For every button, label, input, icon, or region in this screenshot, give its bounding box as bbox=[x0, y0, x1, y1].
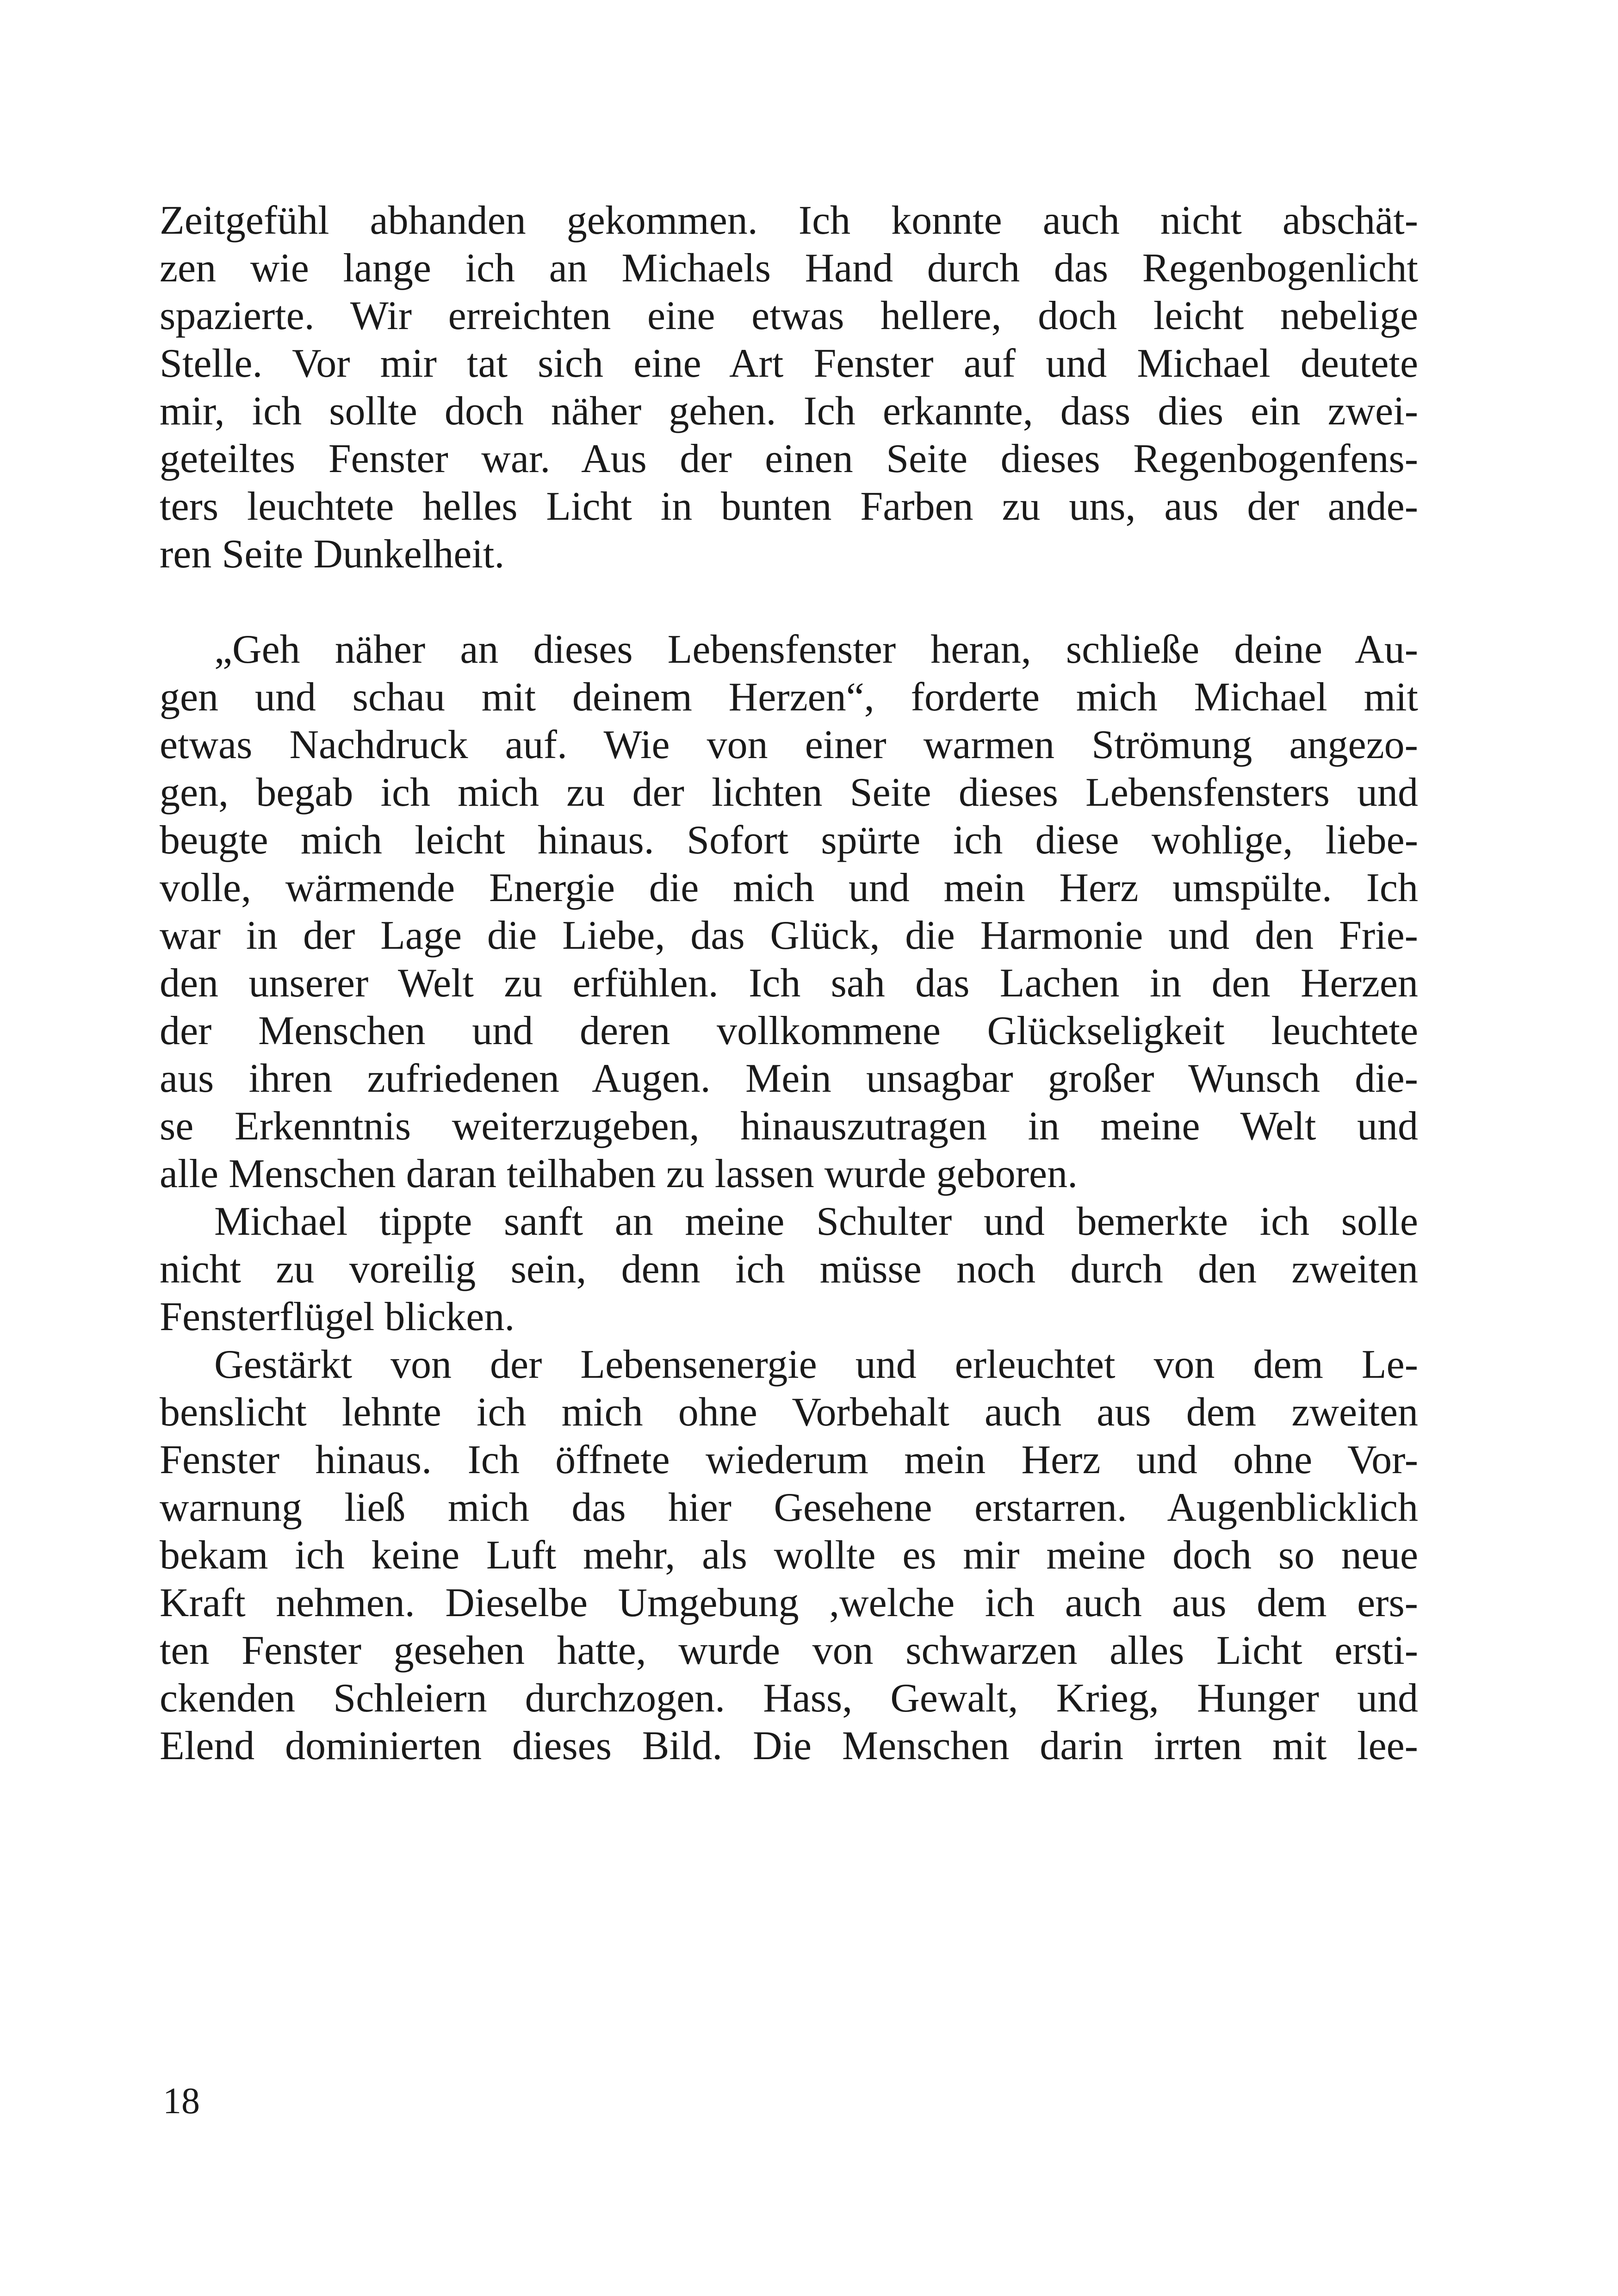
text-line: den unserer Welt zu erfühlen. Ich sah das Lachen in den Herzen bbox=[160, 961, 1418, 1006]
text-line: ckenden Schleiern durchzogen. Hass, Gewalt, Krieg, Hunger und bbox=[160, 1676, 1418, 1721]
text-line: se Erkenntnis weiterzugeben, hinauszutragen in meine Welt und bbox=[160, 1104, 1418, 1149]
text-line: warnung ließ mich das hier Gesehene erstarren. Augenblicklich bbox=[160, 1485, 1418, 1530]
text-line: aus ihren zufriedenen Augen. Mein unsagbar großer Wunsch die- bbox=[160, 1056, 1418, 1101]
text-line: benslicht lehnte ich mich ohne Vorbehalt auch aus dem zweiten bbox=[160, 1390, 1418, 1435]
text-line: bekam ich keine Luft mehr, als wollte es mir meine doch so neue bbox=[160, 1533, 1418, 1578]
text-line: nicht zu voreilig sein, denn ich müsse noch durch den zweiten bbox=[160, 1247, 1418, 1292]
text-line: ren Seite Dunkelheit. bbox=[160, 532, 505, 577]
text-line: mir, ich sollte doch näher gehen. Ich erkannte, dass dies ein zwei- bbox=[160, 389, 1418, 434]
text-line: beugte mich leicht hinaus. Sofort spürte ich diese wohlige, liebe- bbox=[160, 818, 1418, 863]
text-line: alle Menschen daran teilhaben zu lassen wurde geboren. bbox=[160, 1151, 1078, 1196]
paragraph-gap bbox=[160, 578, 1418, 626]
text-line: gen und schau mit deinem Herzen“, forderte mich Michael mit bbox=[160, 675, 1418, 720]
text-line: zen wie lange ich an Michaels Hand durch das Regenbogenlicht bbox=[160, 246, 1418, 291]
text-line: „Geh näher an dieses Lebensfenster heran, schließe deine Au- bbox=[214, 627, 1418, 672]
text-line: Gestärkt von der Lebensenergie und erleuchtet von dem Le- bbox=[214, 1342, 1418, 1387]
text-line: ten Fenster gesehen hatte, wurde von schwarzen alles Licht ersti- bbox=[160, 1628, 1418, 1673]
text-line: der Menschen und deren vollkommene Glückseligkeit leuchtete bbox=[160, 1008, 1418, 1053]
text-line: geteiltes Fenster war. Aus der einen Seite dieses Regenbogenfens- bbox=[160, 436, 1418, 481]
text-line: ters leuchtete helles Licht in bunten Farben zu uns, aus der ande- bbox=[160, 484, 1418, 529]
text-line: volle, wärmende Energie die mich und mein Herz umspülte. Ich bbox=[160, 865, 1418, 910]
text-line: Fenster hinaus. Ich öffnete wiederum mein Herz und ohne Vor- bbox=[160, 1437, 1418, 1482]
text-line: etwas Nachdruck auf. Wie von einer warmen Strömung angezo- bbox=[160, 722, 1418, 767]
text-line: Zeitgefühl abhanden gekommen. Ich konnte auch nicht abschät- bbox=[160, 198, 1418, 243]
text-line: Michael tippte sanft an meine Schulter und bemerkte ich solle bbox=[214, 1199, 1418, 1244]
text-line: war in der Lage die Liebe, das Glück, die Harmonie und den Frie- bbox=[160, 913, 1418, 958]
page-number: 18 bbox=[163, 2081, 200, 2122]
text-line: Elend dominierten dieses Bild. Die Menschen darin irrten mit lee- bbox=[160, 1724, 1418, 1768]
text-line: gen, begab ich mich zu der lichten Seite dieses Lebensfensters und bbox=[160, 770, 1418, 815]
text-line: Kraft nehmen. Dieselbe Umgebung ,welche ich auch aus dem ers- bbox=[160, 1580, 1418, 1625]
text-line: Fensterflügel blicken. bbox=[160, 1294, 515, 1339]
body-text bbox=[160, 197, 1418, 1770]
text-line: Stelle. Vor mir tat sich eine Art Fenster auf und Michael deutete bbox=[160, 341, 1418, 386]
text-line: spazierte. Wir erreichten eine etwas hellere, doch leicht nebelige bbox=[160, 293, 1418, 338]
